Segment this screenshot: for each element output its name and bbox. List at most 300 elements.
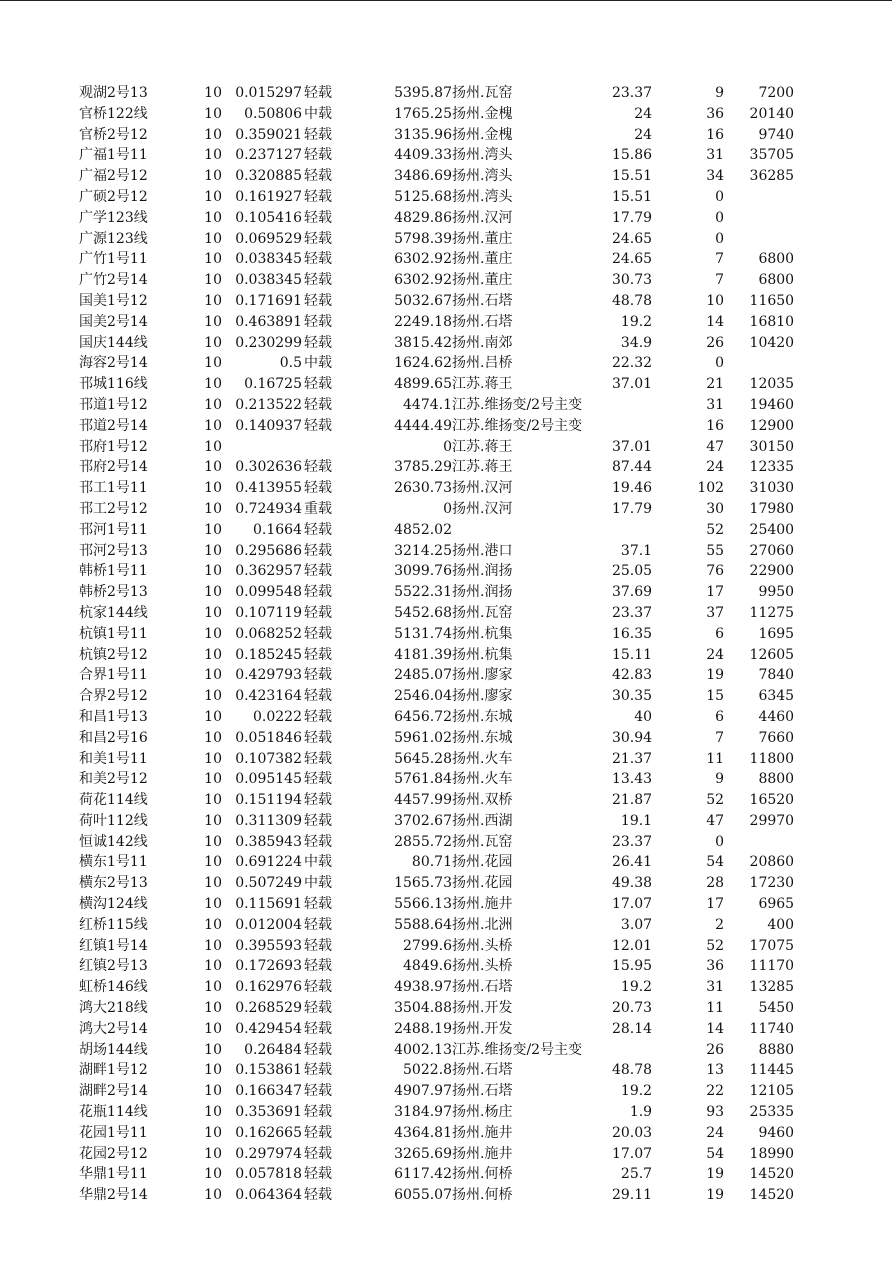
cell-user-count[interactable]: 28 <box>706 875 725 892</box>
cell-voltage[interactable]: 10 <box>204 729 222 746</box>
cell-capacity[interactable]: 17980 <box>749 500 795 517</box>
cell-substation[interactable]: 扬州.港口 <box>452 542 513 559</box>
cell-spare-capacity[interactable]: 3135.96 <box>394 126 452 143</box>
cell-distance[interactable]: 17.79 <box>611 500 653 517</box>
cell-line-name[interactable]: 观湖2号13 <box>79 85 148 101</box>
cell-spare-capacity[interactable]: 2485.07 <box>394 667 452 684</box>
cell-capacity[interactable]: 12105 <box>749 1083 795 1100</box>
cell-spare-capacity[interactable]: 3099.76 <box>394 563 452 580</box>
cell-capacity[interactable]: 16520 <box>749 792 795 809</box>
cell-load-rate[interactable] <box>222 437 302 458</box>
cell-spare-capacity[interactable]: 4181.39 <box>394 646 452 663</box>
cell-voltage[interactable]: 10 <box>204 937 222 954</box>
cell-capacity[interactable]: 9740 <box>758 126 795 143</box>
cell-user-count[interactable]: 31 <box>706 147 725 164</box>
cell-user-count[interactable]: 0 <box>715 230 725 247</box>
cell-user-count[interactable]: 6 <box>715 625 725 642</box>
cell-distance[interactable]: 19.2 <box>620 1083 653 1100</box>
cell-spare-capacity[interactable]: 4474.1 <box>403 396 452 413</box>
cell-substation[interactable]: 江苏.维扬变/2号主变 <box>452 417 583 434</box>
cell-load-status[interactable]: 轻载 <box>304 1124 332 1141</box>
cell-load-rate[interactable]: 0.359021 <box>235 126 302 143</box>
cell-capacity[interactable]: 17230 <box>749 875 795 892</box>
cell-voltage[interactable]: 10 <box>204 625 222 642</box>
cell-capacity[interactable]: 12335 <box>749 459 795 476</box>
cell-capacity[interactable]: 5450 <box>758 1000 795 1017</box>
cell-user-count[interactable]: 14 <box>706 1020 725 1037</box>
cell-spare-capacity[interactable]: 80.71 <box>411 854 452 871</box>
cell-load-status[interactable]: 轻载 <box>304 126 332 143</box>
cell-load-rate[interactable]: 0.423164 <box>235 688 302 705</box>
cell-user-count[interactable]: 54 <box>706 854 725 871</box>
cell-spare-capacity[interactable]: 4938.97 <box>394 979 452 996</box>
cell-load-rate[interactable]: 0.230299 <box>235 334 302 351</box>
cell-substation[interactable]: 扬州.湾头 <box>452 188 513 205</box>
cell-voltage[interactable]: 10 <box>204 563 222 580</box>
cell-load-rate[interactable]: 0.064364 <box>235 1187 302 1204</box>
cell-capacity[interactable]: 22900 <box>749 563 795 580</box>
cell-substation[interactable]: 扬州.施井 <box>452 1124 513 1141</box>
cell-line-name[interactable]: 虹桥146线 <box>79 979 148 996</box>
cell-distance[interactable]: 20.03 <box>611 1124 653 1141</box>
cell-load-rate[interactable]: 0.099548 <box>235 584 302 601</box>
cell-distance[interactable]: 30.35 <box>611 688 653 705</box>
cell-voltage[interactable]: 10 <box>204 792 222 809</box>
cell-load-status[interactable]: 轻载 <box>304 272 332 289</box>
cell-substation[interactable]: 扬州.何桥 <box>452 1187 513 1204</box>
cell-line-name[interactable]: 杭镇2号12 <box>79 646 148 663</box>
cell-capacity[interactable] <box>724 832 794 853</box>
cell-substation[interactable]: 扬州.头桥 <box>452 958 513 975</box>
cell-load-status[interactable]: 轻载 <box>304 604 332 621</box>
cell-spare-capacity[interactable]: 5452.68 <box>394 604 452 621</box>
cell-distance[interactable]: 15.51 <box>611 168 653 185</box>
cell-user-count[interactable]: 47 <box>706 812 725 829</box>
cell-voltage[interactable]: 10 <box>204 126 222 143</box>
cell-spare-capacity[interactable]: 2855.72 <box>394 833 452 850</box>
cell-user-count[interactable]: 34 <box>706 168 725 185</box>
cell-load-status[interactable]: 轻载 <box>304 937 332 954</box>
cell-substation[interactable]: 扬州.石塔 <box>452 1083 513 1100</box>
cell-load-status[interactable]: 轻载 <box>304 979 332 996</box>
cell-substation[interactable]: 扬州.杭集 <box>452 646 513 663</box>
cell-substation[interactable]: 扬州.石塔 <box>452 313 513 330</box>
cell-load-rate[interactable]: 0.320885 <box>235 168 302 185</box>
cell-load-rate[interactable]: 0.012004 <box>235 916 302 933</box>
cell-load-status[interactable]: 轻载 <box>304 771 332 788</box>
cell-load-status[interactable]: 轻载 <box>304 480 332 497</box>
cell-load-rate[interactable]: 0.107119 <box>235 604 302 621</box>
cell-load-rate[interactable]: 0.26484 <box>244 1041 302 1058</box>
cell-voltage[interactable]: 10 <box>204 272 222 289</box>
cell-spare-capacity[interactable]: 2249.18 <box>394 313 452 330</box>
cell-capacity[interactable]: 6800 <box>758 272 795 289</box>
cell-substation[interactable]: 扬州.花园 <box>452 875 513 892</box>
cell-capacity[interactable]: 17075 <box>749 937 795 954</box>
cell-line-name[interactable]: 邗河1号11 <box>79 521 148 538</box>
cell-load-status[interactable]: 轻载 <box>304 1062 332 1079</box>
cell-spare-capacity[interactable]: 6456.72 <box>394 708 452 725</box>
cell-substation[interactable]: 扬州.头桥 <box>452 937 513 954</box>
cell-capacity[interactable]: 1695 <box>758 625 795 642</box>
cell-load-status[interactable]: 轻载 <box>304 750 332 767</box>
cell-user-count[interactable]: 9 <box>715 85 725 101</box>
cell-voltage[interactable]: 10 <box>204 584 222 601</box>
cell-load-status[interactable]: 轻载 <box>304 1104 332 1121</box>
cell-voltage[interactable]: 10 <box>204 1166 222 1183</box>
cell-spare-capacity[interactable]: 2488.19 <box>394 1020 452 1037</box>
cell-voltage[interactable]: 10 <box>204 168 222 185</box>
cell-line-name[interactable]: 邗城116线 <box>79 376 148 393</box>
cell-line-name[interactable]: 杭家144线 <box>79 604 148 621</box>
cell-line-name[interactable]: 花园1号11 <box>79 1124 148 1141</box>
cell-capacity[interactable]: 14520 <box>749 1166 795 1183</box>
cell-distance[interactable]: 15.51 <box>611 188 653 205</box>
cell-user-count[interactable]: 7 <box>715 251 725 268</box>
cell-substation[interactable]: 扬州.石塔 <box>452 979 513 996</box>
cell-capacity[interactable]: 14520 <box>749 1187 795 1204</box>
cell-spare-capacity[interactable]: 3214.25 <box>394 542 452 559</box>
cell-substation[interactable]: 扬州.廖家 <box>452 688 513 705</box>
cell-distance[interactable]: 15.86 <box>611 147 653 164</box>
cell-capacity[interactable]: 11445 <box>749 1062 795 1079</box>
cell-capacity[interactable]: 18990 <box>749 1145 795 1162</box>
cell-spare-capacity[interactable]: 4849.6 <box>403 958 452 975</box>
cell-capacity[interactable]: 9950 <box>758 584 795 601</box>
cell-load-status[interactable]: 轻载 <box>304 1000 332 1017</box>
cell-user-count[interactable]: 55 <box>706 542 725 559</box>
cell-load-rate[interactable]: 0.353691 <box>235 1104 302 1121</box>
cell-user-count[interactable]: 76 <box>706 563 725 580</box>
cell-line-name[interactable]: 邗河2号13 <box>79 542 148 559</box>
cell-line-name[interactable]: 横东1号11 <box>79 854 148 871</box>
cell-substation[interactable]: 扬州.瓦窑 <box>452 85 513 101</box>
cell-load-status[interactable]: 轻载 <box>304 1041 332 1058</box>
cell-load-rate[interactable]: 0.362957 <box>235 563 302 580</box>
cell-load-status[interactable]: 轻载 <box>304 313 332 330</box>
cell-load-status[interactable]: 轻载 <box>304 1020 332 1037</box>
cell-load-status[interactable]: 轻载 <box>304 417 332 434</box>
cell-load-rate[interactable]: 0.295686 <box>235 542 302 559</box>
cell-capacity[interactable]: 4460 <box>758 708 795 725</box>
cell-voltage[interactable]: 10 <box>204 188 222 205</box>
cell-distance[interactable] <box>582 520 652 541</box>
cell-distance[interactable]: 48.78 <box>611 1062 653 1079</box>
cell-distance[interactable]: 25.05 <box>611 563 653 580</box>
cell-load-rate[interactable]: 0.429793 <box>235 667 302 684</box>
cell-spare-capacity[interactable]: 4444.49 <box>394 417 452 434</box>
cell-voltage[interactable]: 10 <box>204 646 222 663</box>
cell-distance[interactable]: 21.87 <box>611 792 653 809</box>
cell-substation[interactable]: 扬州.花园 <box>452 854 513 871</box>
cell-distance[interactable]: 1.9 <box>629 1104 653 1121</box>
cell-load-status[interactable]: 轻载 <box>304 625 332 642</box>
cell-capacity[interactable]: 9460 <box>758 1124 795 1141</box>
cell-voltage[interactable]: 10 <box>204 896 222 913</box>
cell-capacity[interactable]: 11650 <box>749 292 795 309</box>
cell-substation[interactable]: 江苏.蒋王 <box>452 459 513 476</box>
cell-load-status[interactable]: 轻载 <box>304 334 332 351</box>
cell-substation[interactable]: 扬州.湾头 <box>452 147 513 164</box>
cell-voltage[interactable]: 10 <box>204 833 222 850</box>
cell-user-count[interactable]: 0 <box>715 355 725 372</box>
cell-load-status[interactable]: 轻载 <box>304 542 332 559</box>
cell-load-rate[interactable]: 0.691224 <box>235 854 302 871</box>
cell-capacity[interactable]: 8880 <box>758 1041 795 1058</box>
cell-substation[interactable]: 扬州.汉河 <box>452 480 513 497</box>
cell-capacity[interactable]: 20860 <box>749 854 795 871</box>
cell-line-name[interactable]: 广竹2号14 <box>79 272 148 289</box>
cell-load-rate[interactable]: 0.140937 <box>235 417 302 434</box>
cell-load-rate[interactable]: 0.297974 <box>235 1145 302 1162</box>
cell-substation[interactable] <box>452 520 582 541</box>
cell-load-rate[interactable]: 0.171691 <box>235 292 302 309</box>
cell-user-count[interactable]: 16 <box>706 126 725 143</box>
cell-user-count[interactable]: 24 <box>706 1124 725 1141</box>
cell-capacity[interactable]: 7200 <box>758 85 795 101</box>
cell-spare-capacity[interactable]: 0 <box>443 438 452 455</box>
cell-capacity[interactable]: 11800 <box>749 750 795 767</box>
cell-user-count[interactable]: 52 <box>706 937 725 954</box>
cell-distance[interactable]: 25.7 <box>620 1166 653 1183</box>
cell-load-rate[interactable]: 0.237127 <box>235 147 302 164</box>
cell-line-name[interactable]: 横东2号13 <box>79 875 148 892</box>
cell-user-count[interactable]: 19 <box>706 667 725 684</box>
cell-capacity[interactable]: 30150 <box>749 438 795 455</box>
cell-load-status[interactable]: 轻载 <box>304 792 332 809</box>
cell-voltage[interactable]: 10 <box>204 334 222 351</box>
cell-voltage[interactable]: 10 <box>204 396 222 413</box>
cell-capacity[interactable]: 13285 <box>749 979 795 996</box>
cell-voltage[interactable]: 10 <box>204 85 222 101</box>
cell-load-rate[interactable]: 0.1664 <box>253 521 302 538</box>
cell-line-name[interactable]: 广竹1号11 <box>79 251 148 268</box>
cell-substation[interactable]: 江苏.蒋王 <box>452 376 513 393</box>
cell-load-rate[interactable]: 0.413955 <box>235 480 302 497</box>
cell-load-rate[interactable]: 0.213522 <box>235 396 302 413</box>
cell-line-name[interactable]: 国美1号12 <box>79 292 148 309</box>
cell-distance[interactable]: 19.2 <box>620 313 653 330</box>
cell-line-name[interactable]: 广福2号12 <box>79 168 148 185</box>
cell-spare-capacity[interactable]: 5131.74 <box>394 625 452 642</box>
cell-line-name[interactable]: 韩桥1号11 <box>79 563 148 580</box>
cell-spare-capacity[interactable]: 5522.31 <box>394 584 452 601</box>
cell-substation[interactable]: 扬州.西湖 <box>452 812 513 829</box>
cell-user-count[interactable]: 24 <box>706 459 725 476</box>
cell-distance[interactable]: 20.73 <box>611 1000 653 1017</box>
cell-load-status[interactable] <box>302 437 362 458</box>
cell-capacity[interactable]: 11275 <box>749 604 795 621</box>
cell-load-status[interactable]: 轻载 <box>304 168 332 185</box>
cell-substation[interactable]: 扬州.东城 <box>452 708 513 725</box>
cell-capacity[interactable]: 12900 <box>749 417 795 434</box>
cell-substation[interactable]: 扬州.石塔 <box>452 292 513 309</box>
cell-load-rate[interactable]: 0.311309 <box>235 812 302 829</box>
cell-voltage[interactable]: 10 <box>204 147 222 164</box>
cell-line-name[interactable]: 花瓶114线 <box>79 1104 148 1121</box>
cell-spare-capacity[interactable]: 5798.39 <box>394 230 452 247</box>
cell-capacity[interactable]: 25335 <box>749 1104 795 1121</box>
cell-line-name[interactable]: 国美2号14 <box>79 313 148 330</box>
cell-substation[interactable]: 扬州.廖家 <box>452 667 513 684</box>
cell-load-rate[interactable]: 0.151194 <box>235 792 302 809</box>
cell-load-rate[interactable]: 0.051846 <box>235 729 302 746</box>
cell-capacity[interactable] <box>724 229 794 250</box>
cell-user-count[interactable]: 16 <box>706 417 725 434</box>
cell-spare-capacity[interactable]: 5395.87 <box>394 85 452 101</box>
cell-user-count[interactable]: 30 <box>706 500 725 517</box>
cell-line-name[interactable]: 华鼎1号11 <box>79 1166 148 1183</box>
cell-user-count[interactable]: 10 <box>706 292 725 309</box>
cell-distance[interactable]: 26.41 <box>611 854 653 871</box>
cell-voltage[interactable]: 10 <box>204 1041 222 1058</box>
cell-capacity[interactable]: 10420 <box>749 334 795 351</box>
cell-load-rate[interactable]: 0.429454 <box>235 1020 302 1037</box>
cell-spare-capacity[interactable]: 3486.69 <box>394 168 452 185</box>
cell-capacity[interactable]: 19460 <box>749 396 795 413</box>
cell-distance[interactable]: 30.73 <box>611 272 653 289</box>
cell-user-count[interactable]: 54 <box>706 1145 725 1162</box>
cell-voltage[interactable]: 10 <box>204 355 222 372</box>
cell-capacity[interactable]: 6965 <box>758 896 795 913</box>
cell-line-name[interactable]: 花园2号12 <box>79 1145 148 1162</box>
cell-distance[interactable]: 19.46 <box>611 480 653 497</box>
cell-capacity[interactable]: 400 <box>767 916 795 933</box>
cell-distance[interactable]: 87.44 <box>611 459 653 476</box>
cell-load-rate[interactable]: 0.0222 <box>253 708 302 725</box>
cell-load-status[interactable]: 中载 <box>304 355 332 372</box>
cell-load-rate[interactable]: 0.302636 <box>235 459 302 476</box>
cell-spare-capacity[interactable]: 4457.99 <box>394 792 452 809</box>
cell-capacity[interactable]: 31030 <box>749 480 795 497</box>
cell-substation[interactable]: 扬州.何桥 <box>452 1166 513 1183</box>
cell-line-name[interactable]: 海容2号14 <box>79 355 148 372</box>
cell-voltage[interactable]: 10 <box>204 1020 222 1037</box>
cell-load-status[interactable]: 轻载 <box>304 896 332 913</box>
cell-user-count[interactable]: 17 <box>706 896 725 913</box>
cell-load-rate[interactable]: 0.162976 <box>235 979 302 996</box>
cell-distance[interactable]: 22.32 <box>611 355 653 372</box>
cell-spare-capacity[interactable]: 4829.86 <box>394 209 452 226</box>
cell-spare-capacity[interactable]: 5125.68 <box>394 188 452 205</box>
cell-voltage[interactable]: 10 <box>204 708 222 725</box>
cell-user-count[interactable]: 102 <box>697 480 725 497</box>
cell-spare-capacity[interactable]: 5022.8 <box>403 1062 452 1079</box>
cell-load-status[interactable]: 中载 <box>304 875 332 892</box>
cell-user-count[interactable]: 36 <box>706 958 725 975</box>
cell-voltage[interactable]: 10 <box>204 292 222 309</box>
cell-spare-capacity[interactable]: 6302.92 <box>394 272 452 289</box>
cell-voltage[interactable]: 10 <box>204 500 222 517</box>
cell-substation[interactable]: 扬州.金槐 <box>452 126 513 143</box>
cell-capacity[interactable]: 11170 <box>749 958 795 975</box>
cell-line-name[interactable]: 官桥2号12 <box>79 126 148 143</box>
cell-user-count[interactable]: 52 <box>706 792 725 809</box>
cell-spare-capacity[interactable]: 2799.6 <box>403 937 452 954</box>
cell-user-count[interactable]: 19 <box>706 1166 725 1183</box>
cell-load-status[interactable]: 轻载 <box>304 708 332 725</box>
cell-spare-capacity[interactable]: 3815.42 <box>394 334 452 351</box>
cell-load-rate[interactable]: 0.105416 <box>235 209 302 226</box>
cell-distance[interactable]: 42.83 <box>611 667 653 684</box>
cell-voltage[interactable]: 10 <box>204 916 222 933</box>
cell-load-status[interactable]: 轻载 <box>304 1145 332 1162</box>
cell-voltage[interactable]: 10 <box>204 230 222 247</box>
cell-substation[interactable]: 扬州.南郊 <box>452 334 513 351</box>
cell-distance[interactable]: 24 <box>634 105 653 122</box>
cell-load-rate[interactable]: 0.015297 <box>235 85 302 101</box>
cell-voltage[interactable]: 10 <box>204 958 222 975</box>
cell-distance[interactable]: 24.65 <box>611 230 653 247</box>
cell-voltage[interactable]: 10 <box>204 209 222 226</box>
cell-distance[interactable] <box>582 1040 652 1061</box>
cell-substation[interactable]: 扬州.开发 <box>452 1000 513 1017</box>
cell-load-rate[interactable]: 0.161927 <box>235 188 302 205</box>
cell-distance[interactable]: 19.2 <box>620 979 653 996</box>
cell-load-status[interactable]: 重载 <box>304 500 332 517</box>
cell-load-rate[interactable]: 0.5 <box>279 355 302 372</box>
cell-line-name[interactable]: 国庆144线 <box>79 334 148 351</box>
cell-user-count[interactable]: 21 <box>706 376 725 393</box>
cell-spare-capacity[interactable]: 3265.69 <box>394 1145 452 1162</box>
cell-spare-capacity[interactable]: 6117.42 <box>394 1166 452 1183</box>
cell-spare-capacity[interactable]: 2630.73 <box>394 480 452 497</box>
cell-load-status[interactable]: 轻载 <box>304 812 332 829</box>
cell-voltage[interactable]: 10 <box>204 1145 222 1162</box>
cell-line-name[interactable]: 韩桥2号13 <box>79 584 148 601</box>
cell-substation[interactable]: 扬州.汉河 <box>452 209 513 226</box>
cell-capacity[interactable]: 6345 <box>758 688 795 705</box>
cell-user-count[interactable]: 7 <box>715 729 725 746</box>
cell-load-status[interactable]: 轻载 <box>304 563 332 580</box>
cell-load-rate[interactable]: 0.50806 <box>244 105 302 122</box>
cell-load-rate[interactable]: 0.153861 <box>235 1062 302 1079</box>
cell-capacity[interactable]: 11740 <box>749 1020 795 1037</box>
cell-voltage[interactable]: 10 <box>204 480 222 497</box>
cell-spare-capacity[interactable]: 6055.07 <box>394 1187 452 1204</box>
cell-load-rate[interactable]: 0.724934 <box>235 500 302 517</box>
cell-load-status[interactable]: 轻载 <box>304 1187 332 1204</box>
cell-load-rate[interactable]: 0.107382 <box>235 750 302 767</box>
cell-voltage[interactable]: 10 <box>204 313 222 330</box>
cell-voltage[interactable]: 10 <box>204 1104 222 1121</box>
cell-spare-capacity[interactable]: 3702.67 <box>394 812 452 829</box>
cell-distance[interactable]: 23.37 <box>611 85 653 101</box>
cell-spare-capacity[interactable]: 0 <box>443 500 452 517</box>
cell-spare-capacity[interactable]: 4907.97 <box>394 1083 452 1100</box>
cell-distance[interactable]: 16.35 <box>611 625 653 642</box>
cell-load-status[interactable]: 轻载 <box>304 729 332 746</box>
cell-spare-capacity[interactable]: 4852.02 <box>394 521 452 538</box>
cell-capacity[interactable]: 36285 <box>749 168 795 185</box>
cell-capacity[interactable] <box>724 187 794 208</box>
cell-voltage[interactable]: 10 <box>204 376 222 393</box>
cell-capacity[interactable]: 16810 <box>749 313 795 330</box>
cell-voltage[interactable]: 10 <box>204 812 222 829</box>
cell-line-name[interactable]: 合界1号11 <box>79 667 148 684</box>
cell-load-rate[interactable]: 0.069529 <box>235 230 302 247</box>
cell-spare-capacity[interactable]: 5761.84 <box>394 771 452 788</box>
cell-line-name[interactable]: 广福1号11 <box>79 147 148 164</box>
cell-line-name[interactable]: 华鼎2号14 <box>79 1187 148 1204</box>
cell-capacity[interactable]: 25400 <box>749 521 795 538</box>
cell-distance[interactable]: 34.9 <box>620 334 653 351</box>
cell-line-name[interactable]: 广硕2号12 <box>79 188 148 205</box>
cell-load-status[interactable]: 轻载 <box>304 85 332 101</box>
cell-load-rate[interactable]: 0.038345 <box>235 251 302 268</box>
cell-load-rate[interactable]: 0.172693 <box>235 958 302 975</box>
cell-substation[interactable]: 扬州.金槐 <box>452 105 513 122</box>
